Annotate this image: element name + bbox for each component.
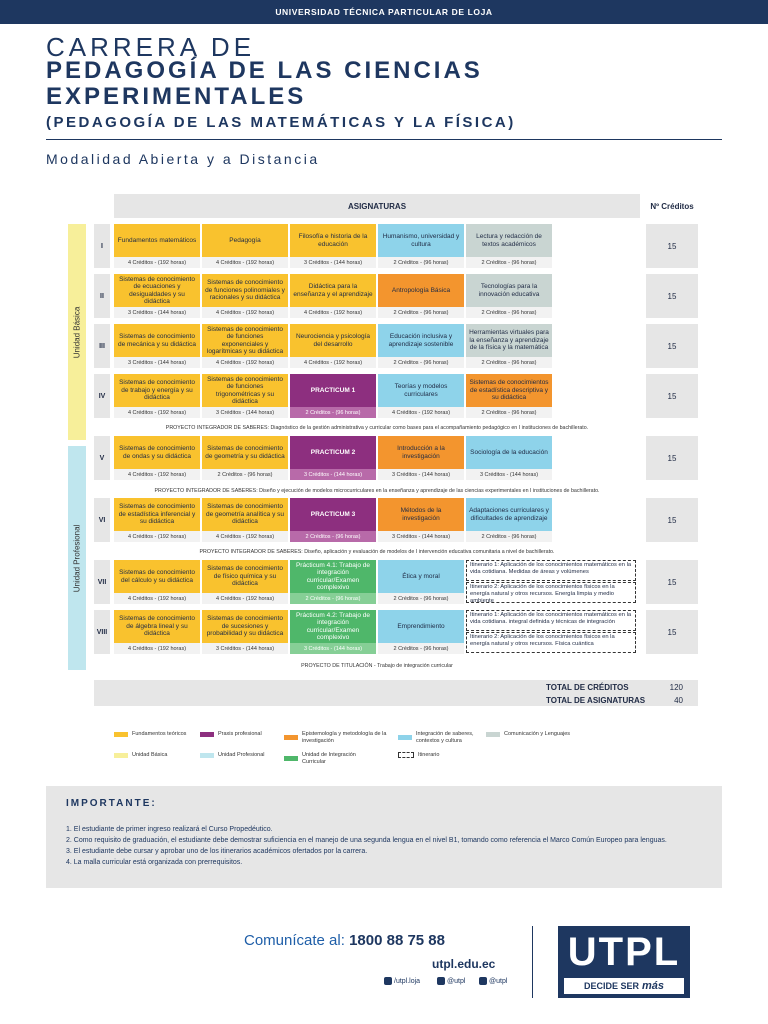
website-link[interactable]: utpl.edu.ec: [432, 957, 496, 971]
subject-credits-hours: 4 Créditos - (192 horas): [202, 531, 288, 542]
title-divider: [46, 139, 722, 140]
subject-cell: [114, 560, 200, 604]
subject-credits-hours: 3 Créditos - (144 horas): [466, 469, 552, 480]
title-line2-text: PEDAGOGÍA DE LAS CIENCIAS: [46, 57, 483, 84]
subject-name: Ética y moral: [378, 560, 464, 593]
university-name: UNIVERSIDAD TÉCNICA PARTICULAR DE LOJA: [275, 7, 493, 17]
logo-tagline: [564, 978, 684, 994]
subject-cell: [290, 374, 376, 418]
level-credits: 15: [646, 274, 698, 318]
subject-name: Sistemas de conocimientos de estadística descriptiva y su didáctica: [466, 374, 552, 407]
subject-cell: [290, 224, 376, 268]
legend-swatch: [398, 752, 414, 758]
subject-name: Sistemas de conocimiento de estadística inferencial y su didáctica: [114, 498, 200, 531]
subject-credits-hours: 3 Créditos - (144 horas): [202, 407, 288, 418]
subject-name: Sistemas de conocimiento de ondas y su didáctica: [114, 436, 200, 469]
utpl-logo: [558, 926, 690, 998]
subject-name: Sistemas de conocimiento de sucesiones y probabilidad y su didáctica: [202, 610, 288, 643]
subject-credits-hours: 2 Créditos - (96 horas): [378, 307, 464, 318]
titulacion-project: PROYECTO DE TITULACIÓN - Trabajo de integración curricular: [301, 663, 453, 669]
subject-name: Sistemas de conocimiento de funciones exponenciales y logarítmicas y su didáctica: [202, 324, 288, 357]
subject-cell: [290, 324, 376, 368]
legend-item: [114, 752, 210, 759]
subject-cell: [466, 374, 552, 418]
legend-item: [398, 752, 494, 759]
subject-name: Pedagogía: [202, 224, 288, 257]
subject-credits-hours: 3 Créditos - (144 horas): [378, 531, 464, 542]
subject-credits-hours: 4 Créditos - (192 horas): [114, 407, 200, 418]
legend-item: [114, 731, 210, 738]
subject-cell: [290, 610, 376, 654]
subject-cell: [378, 498, 464, 542]
subject-name: Antropología Básica: [378, 274, 464, 307]
subject-name: Sistemas de conocimiento de físico química y su didáctica: [202, 560, 288, 593]
subject-credits-hours: 2 Créditos - (96 horas): [466, 531, 552, 542]
subject-name: Teorías y modelos curriculares: [378, 374, 464, 407]
subject-name: PRACTICUM 1: [290, 374, 376, 407]
total-subjects-label: TOTAL DE ASIGNATURAS: [546, 696, 646, 705]
subject-credits-hours: 3 Créditos - (144 horas): [202, 643, 288, 654]
subject-credits-hours: 2 Créditos - (96 horas): [466, 307, 552, 318]
level-credits: 15: [646, 560, 698, 604]
subject-name: Sistemas de conocimiento de geometría y su didáctica: [202, 436, 288, 469]
legend-label: Comunicación y Lenguajes: [504, 731, 571, 737]
total-subjects-value: 40: [674, 696, 683, 705]
subject-name: Neurociencia y psicología del desarrollo: [290, 324, 376, 357]
subject-cell: [202, 498, 288, 542]
subject-cell: [114, 436, 200, 480]
subject-cell: [466, 224, 552, 268]
subject-credits-hours: 2 Créditos - (96 horas): [290, 593, 376, 604]
legend-label: Epistemología y metodología de la investigación: [302, 731, 387, 744]
level-label: IV: [94, 374, 110, 418]
subject-credits-hours: 3 Créditos - (144 horas): [114, 307, 200, 318]
subject-name: Sistemas de conocimiento de funciones polinomiales y racionales y su didáctica: [202, 274, 288, 307]
integrating-project: PROYECTO INTEGRADOR DE SABERES: Diseño, aplicación y evaluación de modelos de I intervención educativa comunitaria a nivel de bachillerato.: [199, 549, 555, 555]
level-credits: 15: [646, 610, 698, 654]
subject-cell: [466, 498, 552, 542]
legend-label: Integración de saberes, contextos y cultura: [416, 731, 474, 744]
logo-tagline-text: DECIDE SER: [583, 981, 639, 991]
title-line3-text: EXPERIMENTALES: [46, 83, 307, 110]
university-banner: [0, 0, 768, 24]
subject-name: Introducción a la investigación: [378, 436, 464, 469]
subject-cell: [114, 224, 200, 268]
subject-cell: [466, 324, 552, 368]
twitter-handle: @utpl: [447, 977, 466, 985]
subject-cell: [290, 560, 376, 604]
legend-swatch: [114, 732, 128, 737]
subject-credits-hours: 2 Créditos - (96 horas): [378, 643, 464, 654]
subject-name: Sistemas de conocimiento de mecánica y su didáctica: [114, 324, 200, 357]
subject-cell: [290, 274, 376, 318]
legend-item: [398, 731, 484, 744]
subject-credits-hours: 4 Créditos - (192 horas): [202, 257, 288, 268]
subject-cell: [202, 374, 288, 418]
legend-label: Unidad Básica: [132, 752, 168, 758]
subject-name: Educación inclusiva y aprendizaje sostenible: [378, 324, 464, 357]
legend-label: Itinerario: [418, 752, 440, 758]
important-item: 2. Como requisito de graduación, el estudiante debe demostrar suficiencia en el manejo de una segunda lengua en el nivel B1, tomando como referencia el Marco Común Europeo para lenguas.: [66, 837, 667, 844]
modality: Modalidad Abierta y a Distancia: [46, 151, 320, 167]
legend-item: [200, 752, 296, 759]
twitter-link[interactable]: [437, 977, 465, 985]
subject-name: Adaptaciones curriculares y dificultades de aprendizaje: [466, 498, 552, 531]
subject-name: Sistemas de conocimiento del cálculo y su didáctica: [114, 560, 200, 593]
subject-cell: [466, 274, 552, 318]
legend-item: [284, 731, 394, 744]
subject-name: Sistemas de conocimiento de trabajo y energía y su didáctica: [114, 374, 200, 407]
level-label: VII: [94, 560, 110, 604]
subject-cell: [378, 560, 464, 604]
total-credits-value: 120: [669, 683, 683, 692]
itinerary-box: Itinerario 2: Aplicación de los conocimientos físicos en la energía natural y otros recursos. Física cuántica: [466, 632, 636, 653]
subject-credits-hours: 4 Créditos - (192 horas): [378, 407, 464, 418]
footer-divider: [532, 926, 533, 998]
subject-cell: [202, 324, 288, 368]
level-label: VI: [94, 498, 110, 542]
level-label: V: [94, 436, 110, 480]
integrating-project: PROYECTO INTEGRADOR DE SABERES: Diseño y ejecución de modelos microcurriculares en la enseñanza y aprendizaje de las ciencias experimentales en I instituciones de bachillerato.: [154, 488, 600, 494]
instagram-link[interactable]: [479, 977, 507, 985]
subject-name: Sistemas de conocimiento de geometría analítica y su didáctica: [202, 498, 288, 531]
subject-cell: [378, 274, 464, 318]
legend-label: Fundamentos teóricos: [132, 731, 187, 737]
unit-basic-text: Unidad Básica: [72, 306, 82, 358]
subject-cell: [378, 610, 464, 654]
legend-label: Unidad Profesional: [218, 752, 265, 758]
subject-name: Humanismo, universidad y cultura: [378, 224, 464, 257]
subject-credits-hours: 4 Créditos - (192 horas): [114, 257, 200, 268]
twitter-icon: [437, 977, 445, 985]
subject-credits-hours: 4 Créditos - (192 horas): [202, 593, 288, 604]
subject-cell: [114, 274, 200, 318]
subjects-header: ASIGNATURAS: [114, 194, 640, 218]
facebook-handle: /utpl.loja: [394, 977, 421, 985]
integrating-project: PROYECTO INTEGRADOR DE SABERES: Diagnóstico de la gestión administrativa y curricular como bases para el acompañamiento pedagógico en I instituciones de bachillerato.: [165, 425, 589, 431]
subject-name: Sistemas de conocimiento de funciones trigonométricas y su didáctica: [202, 374, 288, 407]
subject-cell: [202, 436, 288, 480]
subject-credits-hours: 2 Créditos - (96 horas): [290, 531, 376, 542]
legend-swatch: [398, 735, 412, 740]
level-credits: 15: [646, 498, 698, 542]
facebook-icon: [384, 977, 392, 985]
subject-credits-hours: 3 Créditos - (144 horas): [290, 257, 376, 268]
subject-credits-hours: 2 Créditos - (96 horas): [466, 357, 552, 368]
subject-credits-hours: 2 Créditos - (96 horas): [466, 257, 552, 268]
subject-cell: [202, 274, 288, 318]
itinerary-box: Itinerario 1: Aplicación de los conocimientos matemáticos en la vida cotidiana. integral definida y técnicas de integración: [466, 610, 636, 631]
subject-credits-hours: 4 Créditos - (192 horas): [290, 357, 376, 368]
facebook-link[interactable]: [384, 977, 420, 985]
subject-name: Filosofía e historia de la educación: [290, 224, 376, 257]
total-credits-label: TOTAL DE CRÉDITOS: [546, 683, 629, 692]
legend-item: [486, 731, 582, 738]
legend-label: Praxis profesional: [218, 731, 262, 737]
legend-swatch: [284, 735, 298, 740]
subject-name: Sociología de la educación: [466, 436, 552, 469]
subject-name: Emprendimiento: [378, 610, 464, 643]
subject-name: Prácticum 4.1: Trabajo de integración curricular/Examen complexivo: [290, 560, 376, 593]
legend-swatch: [284, 756, 298, 761]
subject-cell: [202, 224, 288, 268]
level-label: III: [94, 324, 110, 368]
subject-credits-hours: 3 Créditos - (144 horas): [114, 357, 200, 368]
instagram-icon: [479, 977, 487, 985]
subject-name: Herramientas virtuales para la enseñanza y aprendizaje de la física y la matemática: [466, 324, 552, 357]
title-line2: [46, 58, 483, 110]
legend-label: Unidad de Integración Curricular: [302, 752, 356, 765]
legend-item: [284, 752, 380, 765]
itinerary-box: Itinerario 1: Aplicación de los conocimientos matemáticos en la vida cotidiana. Medidas de áreas y volúmenes: [466, 560, 636, 581]
level-credits: 15: [646, 374, 698, 418]
subject-credits-hours: 4 Créditos - (192 horas): [202, 307, 288, 318]
level-label: VIII: [94, 610, 110, 654]
subject-credits-hours: 3 Créditos - (144 horas): [290, 643, 376, 654]
subject-credits-hours: 2 Créditos - (96 horas): [290, 407, 376, 418]
subject-cell: [114, 374, 200, 418]
subject-cell: [290, 436, 376, 480]
subject-credits-hours: 2 Créditos - (96 horas): [378, 357, 464, 368]
subject-credits-hours: 2 Créditos - (96 horas): [466, 407, 552, 418]
subject-name: Fundamentos matemáticos: [114, 224, 200, 257]
subject-cell: [114, 498, 200, 542]
level-label: II: [94, 274, 110, 318]
title-line1: CARRERA DE: [46, 32, 256, 62]
level-label: I: [94, 224, 110, 268]
subject-name: Sistemas de conocimiento de ecuaciones y desigualdades y su didáctica: [114, 274, 200, 307]
subject-credits-hours: 4 Créditos - (192 horas): [114, 643, 200, 654]
subject-cell: [378, 374, 464, 418]
subject-cell: [466, 436, 552, 480]
subject-credits-hours: 2 Créditos - (96 horas): [378, 257, 464, 268]
itinerary-box: Itinerario 2: Aplicación de los conocimientos físicos en la energía natural y otros recursos. Energía limpia y medio ambiente: [466, 582, 636, 603]
contact-label: Comunícate al:: [244, 932, 345, 949]
legend-swatch: [114, 753, 128, 758]
subject-cell: [114, 610, 200, 654]
contact-line: [244, 932, 445, 949]
subject-cell: [202, 610, 288, 654]
subject-credits-hours: 4 Créditos - (192 horas): [290, 307, 376, 318]
level-credits: 15: [646, 224, 698, 268]
legend-swatch: [200, 753, 214, 758]
subject-cell: [202, 560, 288, 604]
unit-professional-label: [68, 446, 86, 670]
legend-item: [200, 731, 296, 738]
important-item: 1. El estudiante de primer ingreso realizará el Curso Propedéutico.: [66, 826, 273, 833]
subject-credits-hours: 2 Créditos - (96 horas): [202, 469, 288, 480]
subject-name: Tecnologías para la innovación educativa: [466, 274, 552, 307]
title-subtitle: (PEDAGOGÍA DE LAS MATEMÁTICAS Y LA FÍSICA): [46, 114, 516, 131]
subject-name: PRACTICUM 3: [290, 498, 376, 531]
subject-credits-hours: 2 Créditos - (96 horas): [378, 593, 464, 604]
subject-cell: [378, 436, 464, 480]
instagram-handle: @utpl: [489, 977, 508, 985]
subject-cell: [378, 324, 464, 368]
legend-swatch: [200, 732, 214, 737]
subject-name: PRACTICUM 2: [290, 436, 376, 469]
subject-credits-hours: 4 Créditos - (192 horas): [202, 357, 288, 368]
subject-credits-hours: 4 Créditos - (192 horas): [114, 531, 200, 542]
subject-name: Didáctica para la enseñanza y el aprendizaje: [290, 274, 376, 307]
subject-credits-hours: 3 Créditos - (144 horas): [290, 469, 376, 480]
important-title: IMPORTANTE:: [66, 798, 157, 809]
subject-cell: [378, 224, 464, 268]
subject-credits-hours: 4 Créditos - (192 horas): [114, 593, 200, 604]
unit-professional-text: Unidad Profesional: [72, 524, 82, 592]
legend-swatch: [486, 732, 500, 737]
subject-credits-hours: 4 Créditos - (192 horas): [114, 469, 200, 480]
subject-credits-hours: 3 Créditos - (144 horas): [378, 469, 464, 480]
subject-cell: [114, 324, 200, 368]
logo-text: UTPL: [567, 930, 681, 974]
important-item: 3. El estudiante debe cursar y aprobar uno de los itinerarios académicos ofertados por la carrera.: [66, 848, 368, 855]
logo-tagline-emphasis: más: [641, 980, 665, 992]
level-credits: 15: [646, 436, 698, 480]
subject-name: Lectura y redacción de textos académicos: [466, 224, 552, 257]
subject-cell: [290, 498, 376, 542]
subject-name: Prácticum 4.2: Trabajo de integración curricular/Examen complexivo: [290, 610, 376, 643]
important-item: 4. La malla curricular está organizada con prerrequisitos.: [66, 859, 243, 866]
contact-phone[interactable]: 1800 88 75 88: [349, 932, 445, 949]
level-credits: 15: [646, 324, 698, 368]
subject-name: Métodos de la investigación: [378, 498, 464, 531]
subject-name: Sistemas de conocimiento de álgebra lineal y su didáctica: [114, 610, 200, 643]
credits-header: Nº Créditos: [650, 201, 694, 211]
unit-basic-label: [68, 224, 86, 440]
